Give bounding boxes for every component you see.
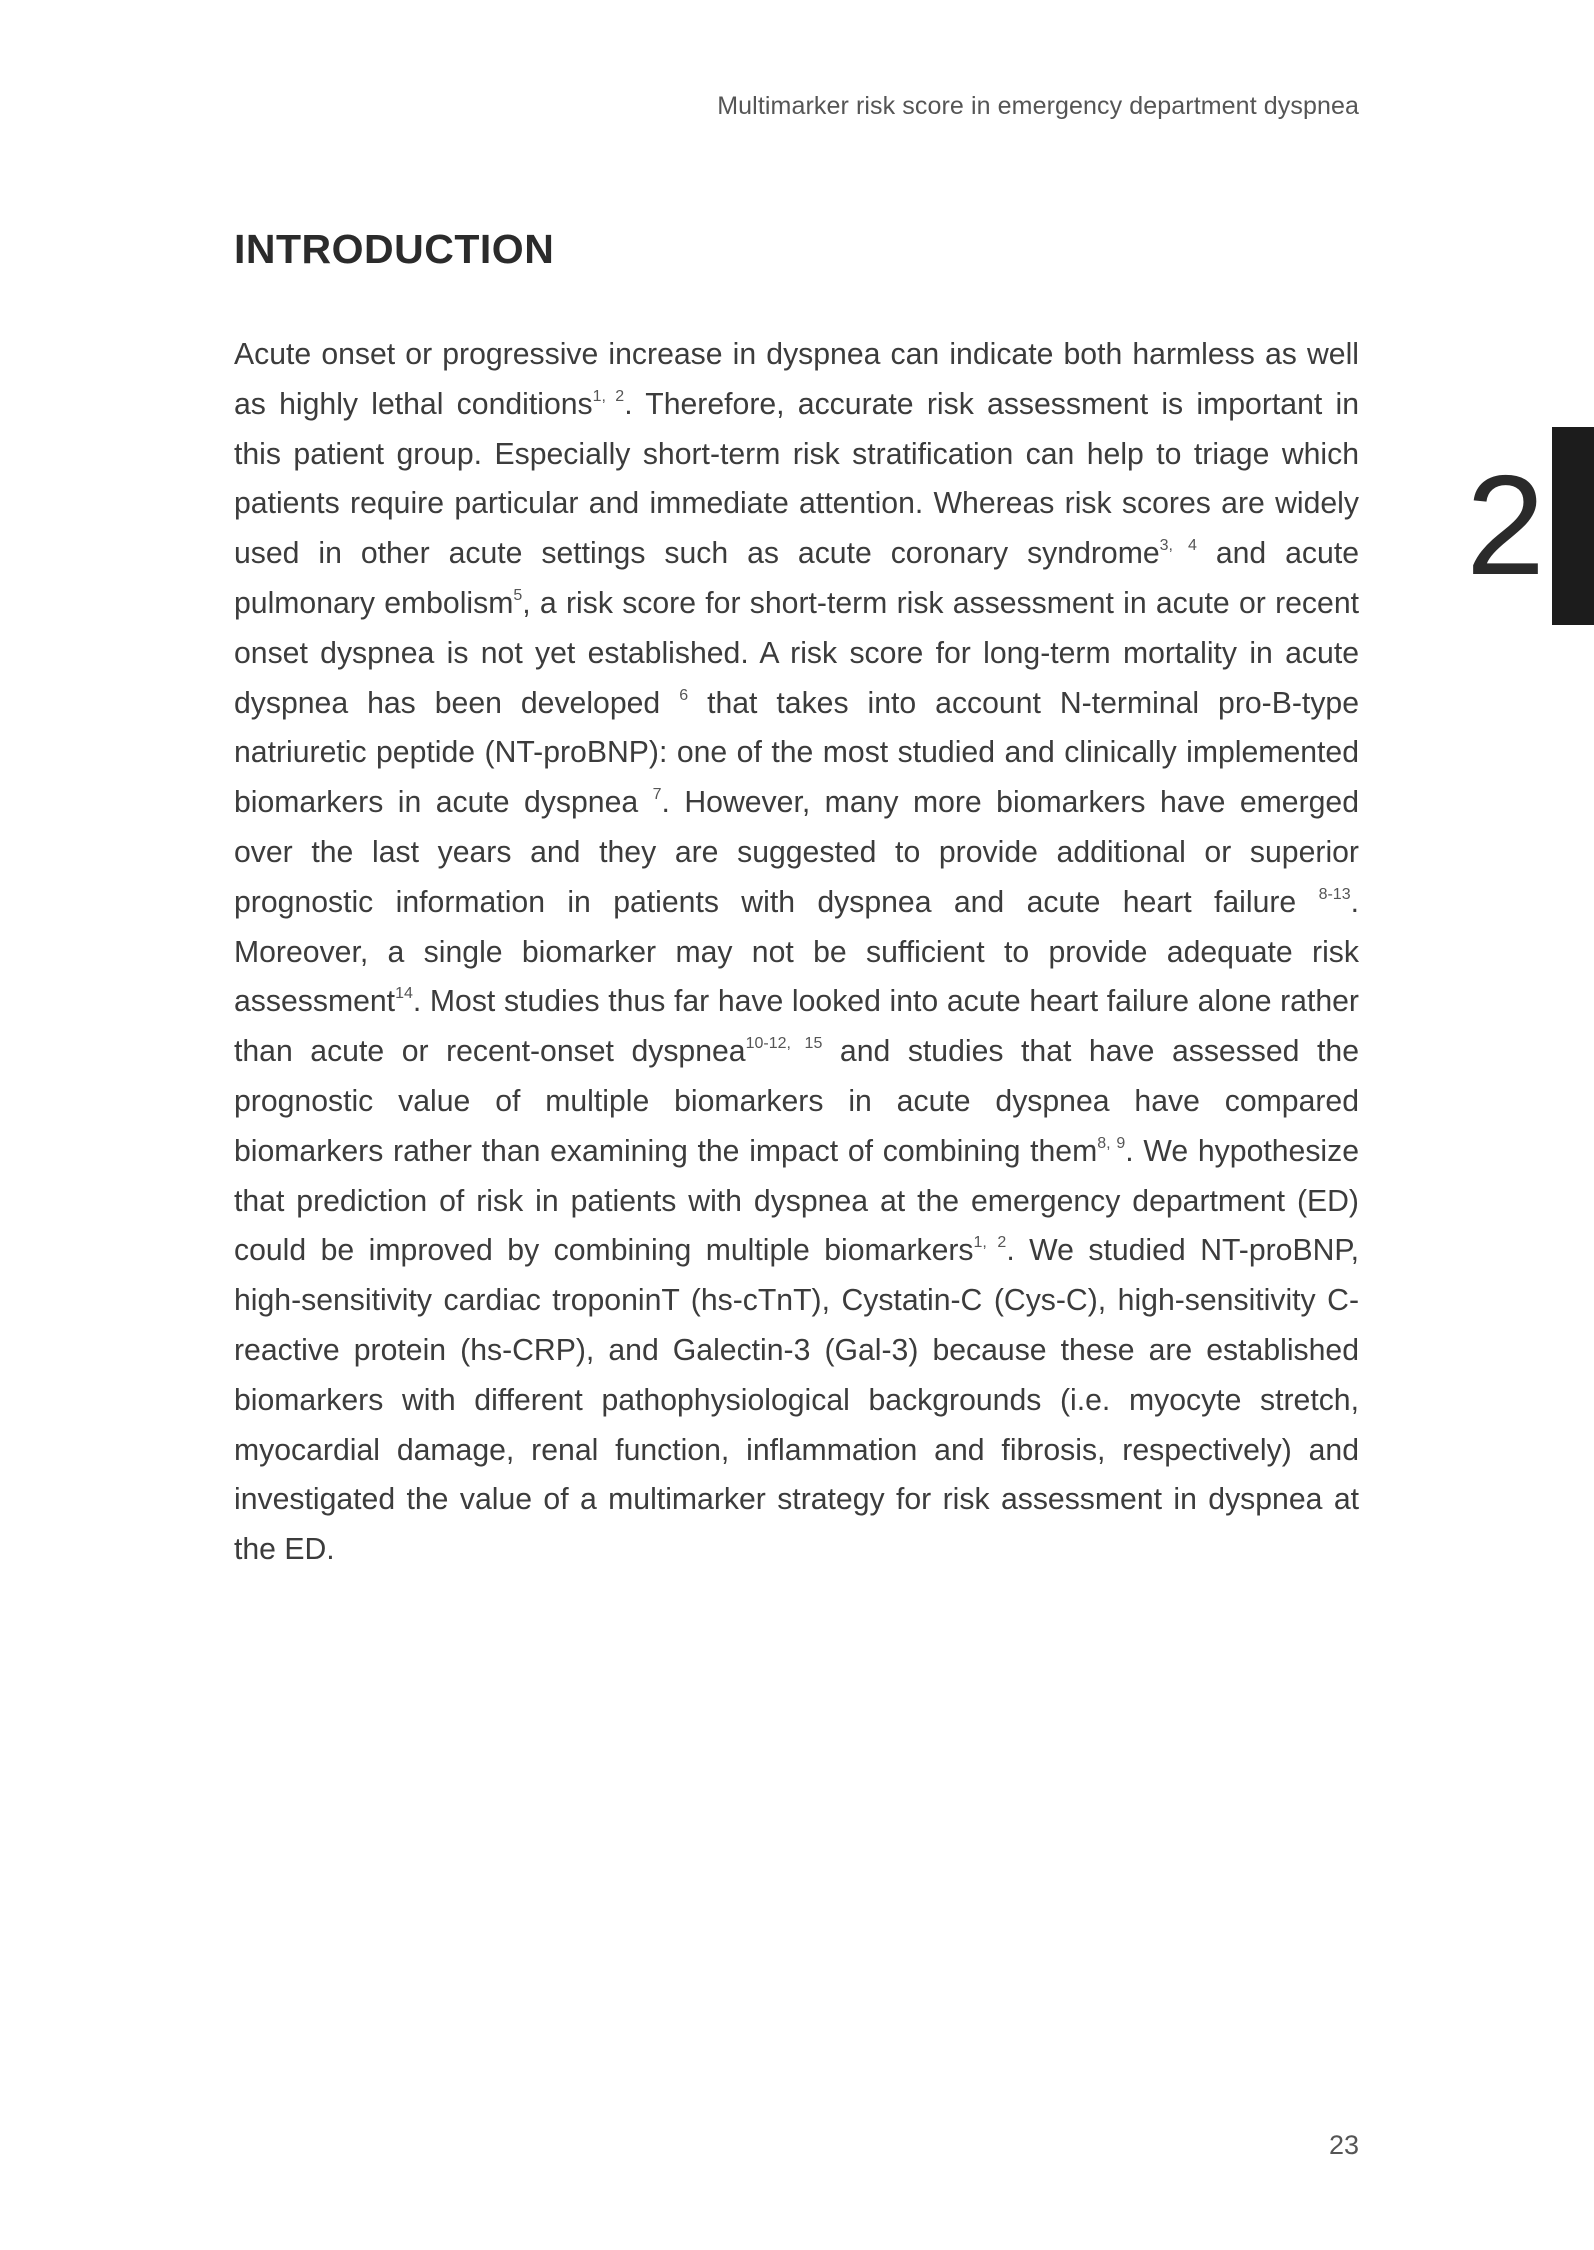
text-run: . Most studies thus far have looked into acute heart failure alone rather than acute or recent-onset dyspnea xyxy=(234,985,1359,1069)
section-heading: INTRODUCTION xyxy=(234,226,555,272)
citation: 6 xyxy=(679,686,689,704)
citation: 8, 9 xyxy=(1097,1134,1126,1152)
text-run: . We studied NT-proBNP, high-sensitivity cardiac troponinT (hs-cTnT), Cystatin-C (Cys-C), high-sensitivity C-reactive protein (hs-CRP), and Galectin-3 (Gal-3) because these are established biomarkers with different pathophysiological backgrounds (i.e. myocyte stretch, myocardial damage, renal function, inflammation and fibrosis, respectively) and investigated the value of a multimarker strategy for risk assessment in dyspnea at the ED. xyxy=(234,1234,1360,1567)
chapter-number: 2 xyxy=(1466,446,1545,605)
running-header: Multimarker risk score in emergency department dyspnea xyxy=(717,92,1359,120)
citation: 14 xyxy=(395,985,413,1003)
introduction-paragraph xyxy=(234,330,1359,1575)
text-run: and studies that have assessed the prognostic value of multiple biomarkers in acute dyspnea have compared biomarkers rather than examining the impact of combining them xyxy=(234,1035,1359,1168)
text-run: that takes into account N-terminal pro-B-type natriuretic peptide (NT-proBNP): one of the most studied and clinically implemented biomarkers in acute dyspnea xyxy=(234,686,1359,820)
citation: 3, 4 xyxy=(1159,537,1197,555)
text-run: . Therefore, accurate risk assessment is important in this patient group. Especially short-term risk stratification can help to triage which patients require particular and immediate attention. Whereas risk scores are widely used in other acute settings such as acute coronary syndrome xyxy=(234,387,1359,571)
citation: 8-13 xyxy=(1318,885,1351,903)
text-run: . However, many more biomarkers have emerged over the last years and they are suggested to provide additional or superior prognostic information in patients with dyspnea and acute heart failure xyxy=(234,786,1360,919)
chapter-tab xyxy=(1552,427,1594,625)
citation: 1, 2 xyxy=(973,1234,1007,1252)
citation: 10-12, 15 xyxy=(745,1035,823,1053)
text-run: and acute pulmonary embolism xyxy=(234,537,1359,620)
page-number: 23 xyxy=(1328,2130,1359,2160)
text-run: , a risk score for short-term risk assessment in acute or recent onset dyspnea is not yet established. A risk score for long-term mortality in acute dyspnea has been developed xyxy=(234,586,1359,720)
citation: 5 xyxy=(513,586,523,604)
text-run: . We hypothesize that prediction of risk in patients with dyspnea at the emergency department (ED) could be improved by combining multiple biomarkers xyxy=(234,1134,1359,1268)
text-run: Acute onset or progressive increase in dyspnea can indicate both harmless as well as highly lethal conditions xyxy=(234,338,1359,421)
text-run: . Moreover, a single biomarker may not be sufficient to provide adequate risk assessment xyxy=(234,885,1359,1019)
citation: 7 xyxy=(652,786,662,804)
citation: 1, 2 xyxy=(592,387,625,405)
